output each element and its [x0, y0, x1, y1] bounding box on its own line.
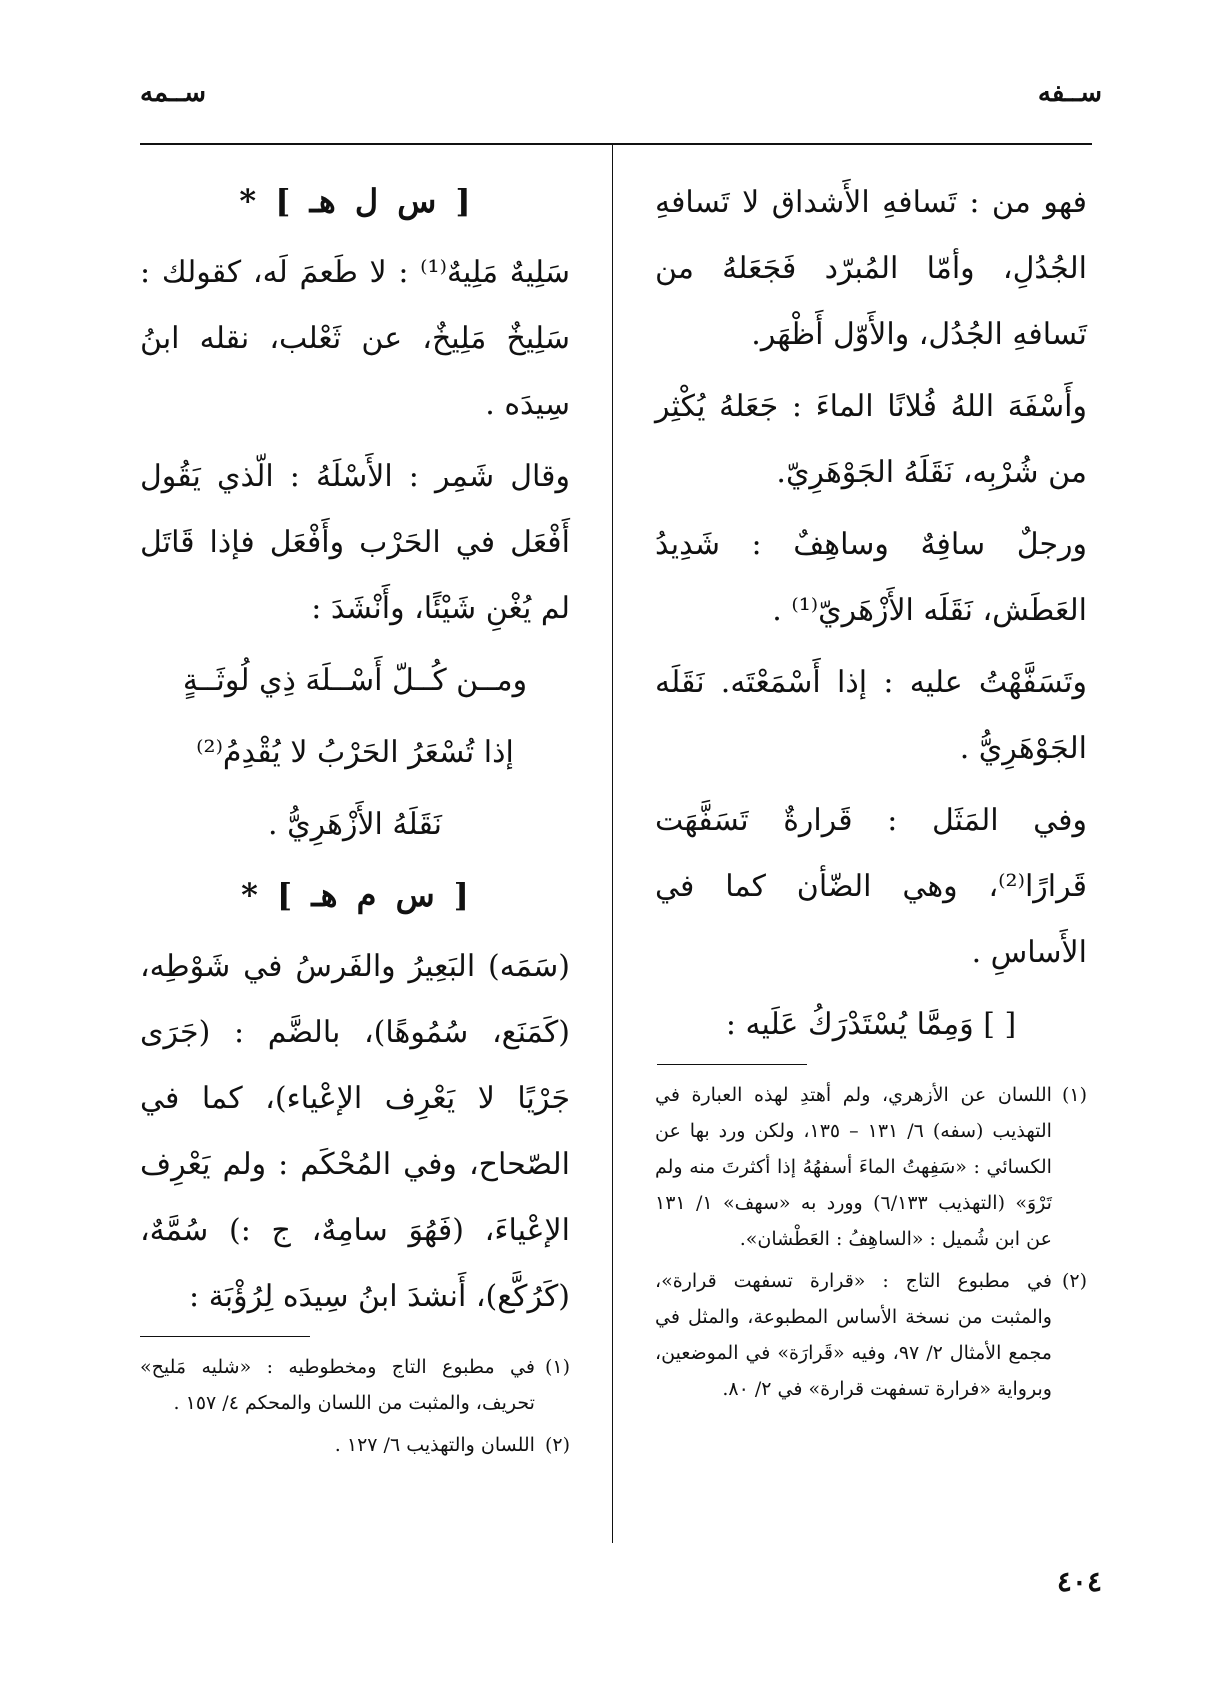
header-rule — [140, 143, 1092, 145]
running-head-left: ســمه — [140, 78, 206, 108]
paragraph: فهو من : تَسافهِ الأَشداق لا تَسافهِ الجُدُلِ، وأمّا المُبرّد فَجَعَلهُ من تَسافهِ الجُدُل، والأَوّل أَظْهَر. — [655, 185, 1087, 352]
paragraph: (سَمَه) البَعِيرُ والفَرسُ في شَوْطِه، (كَمَنَع، سُمُوهًا)، بالضَّم : (جَرَى جَرْيًا لا يَعْرِف الإعْياء)، كما في الصّحاح، وفي المُحْكَم : ولم يَعْرِف الإعْياءَ، (فَهُوَ سامِهٌ، ج :) سُمَّهٌ، (كَرُكَّع)، أَنشدَ ابنُ سِيدَه لِرُؤْبَة : — [140, 949, 570, 1314]
running-head-right: ســفه — [1037, 78, 1102, 108]
footnote-text: اللسان عن الأزهري، ولم أهتدِ لهذه العبارة في التهذيب (سفه) ٦/ ١٣١ – ١٣٥، ولكن ورد بها عن الكسائي : «سَفِهتُ الماءَ أسفهُهُ إذا أكثرتَ منه ولم تَرْوَ» (التهذيب ٦/١٣٣) وورد به «سهف» ١/ ١٣١ عن ابن شُميل : «الساهِفُ : العَطْشان». — [655, 1084, 1052, 1250]
footnote-number: (١) — [1061, 1084, 1087, 1106]
footnote-number: (١) — [544, 1356, 570, 1378]
paragraph: سَلِيهٌ مَلِيهٌ⁽¹⁾ : لا طَعمَ لَه، كقولك : سَلِيخٌ مَلِيخٌ، عن ثَعْلب، نقله ابنُ سِيدَه . — [140, 255, 570, 422]
paragraph: ورجلٌ سافِهٌ وساهِفٌ : شَدِيدُ العَطَش، نَقَلَه الأَزْهَريّ⁽¹⁾ . — [655, 527, 1087, 628]
left-column — [140, 170, 570, 1469]
footnote — [140, 1349, 570, 1421]
column-divider — [612, 143, 613, 1543]
right-column — [655, 170, 1087, 1413]
footnote-text: في مطبوع التاج ومخطوطيه : «شليه مَليح» تحريف، والمثبت من اللسان والمحكم ٤/ ١٥٧ . — [140, 1356, 535, 1414]
page-number: ٤٠٤ — [1056, 1565, 1102, 1598]
entry-heading: [ س ل هـ ] * — [239, 182, 471, 220]
footnote-number: (٢) — [544, 1434, 570, 1456]
footnote — [655, 1263, 1087, 1407]
footnote — [655, 1077, 1087, 1257]
footnote-text: في مطبوع التاج : «قرارة تسفهت قرارة»، والمثبت من نسخة الأساس المطبوعة، والمثل في مجمع الأمثال ٢/ ٩٧، وفيه «قَرارَة» في الموضعين، وبرواية «فرارة تسفهت قرارة» في ٢/ ٨٠. — [655, 1270, 1052, 1400]
verse-line: إذا تُسْعَرُ الحَرْبُ لا يُقْدِمُ⁽²⁾ — [196, 735, 514, 770]
paragraph: نَقَلَهُ الأَزْهَرِيُّ . — [268, 807, 442, 842]
footnote-rule — [140, 1336, 310, 1337]
paragraph: وأَسْفَهَ اللهُ فُلانًا الماءَ : جَعَلهُ يُكْثِر من شُرْبِه، نَقَلَهُ الجَوْهَرِيّ. — [655, 389, 1087, 490]
paragraph: وفي المَثَل : قَرارةٌ تَسَفَّهَت قَرارًا⁽²⁾، وهي الضّأن كما في الأَساسِ . — [655, 803, 1087, 970]
paragraph: وقال شَمِر : الأَسْلَهُ : الّذي يَقُول أَفْعَل في الحَرْب وأَفْعَل فإذا قَاتَل لم يُغْنِ شَيْئًا، وأَنْشَدَ : — [140, 459, 570, 626]
footnote-number: (٢) — [1061, 1270, 1087, 1292]
footnote-text: اللسان والتهذيب ٦/ ١٢٧ . — [334, 1434, 535, 1456]
paragraph: وتَسَفَّهْتُ عليه : إذا أَسْمَعْتَه. نَقَلَه الجَوْهَرِيُّ . — [655, 665, 1087, 766]
entry-heading: [ س م هـ ] * — [241, 876, 469, 914]
footnote — [140, 1427, 570, 1463]
footnote-rule — [657, 1064, 807, 1065]
addendum-heading: [ ] وَمِمَّا يُسْتَدْرَكُ عَلَيه : — [725, 1007, 1017, 1042]
verse-line: ومــن كُــلّ أَسْــلَهَ ذِي لُوثَــةٍ — [182, 663, 528, 698]
